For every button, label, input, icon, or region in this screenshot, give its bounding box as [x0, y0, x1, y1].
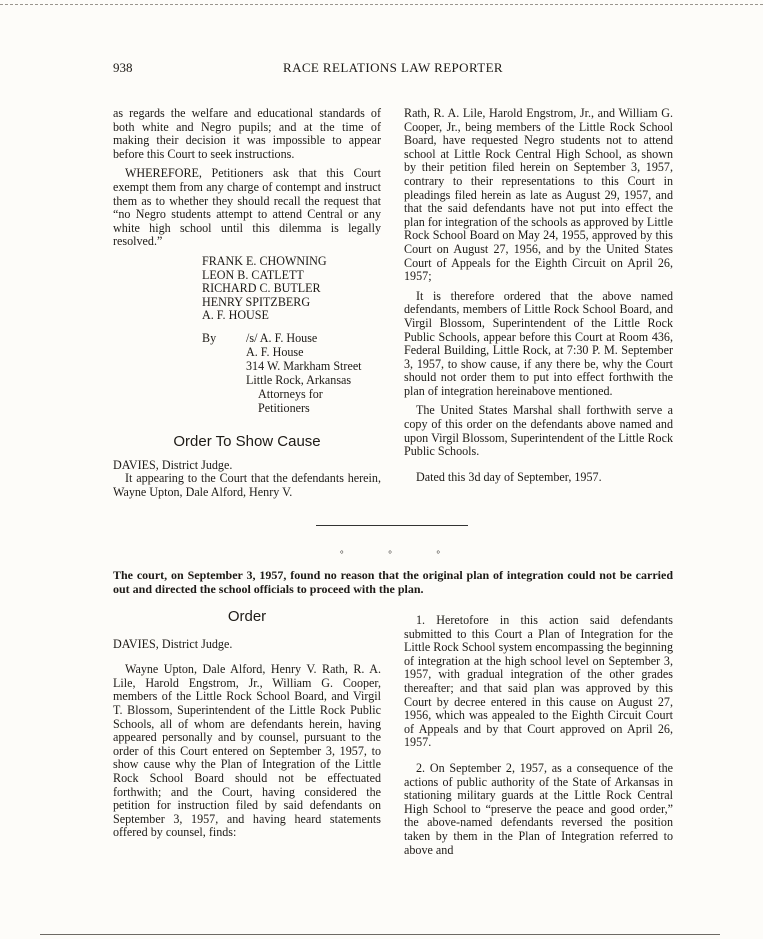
dated-line: Dated this 3d day of September, 1957.: [416, 469, 602, 484]
numbered-paragraph: 2. On September 2, 1957, as a consequence of the actions of public authority of the State of Arkansas in stationing military guards at the Little Rock Central High School to “preserve the peace and good order,” the above-named defendants reversed the position taken by them in the Plan of Integration referred to above and: [404, 760, 673, 857]
signatory: RICHARD C. BUTLER: [202, 281, 321, 296]
section-heading: Order: [227, 608, 267, 625]
judge-line: DAVIES, District Judge.: [113, 636, 233, 651]
running-title: RACE RELATIONS LAW REPORTER: [283, 60, 503, 75]
signature-block: [202, 331, 381, 415]
page-top-edge: [0, 4, 763, 5]
upper-left-column: [113, 107, 381, 499]
by-label: By: [202, 330, 217, 345]
petitioners-label: Petitioners: [258, 400, 310, 415]
case-summary: The court, on September 3, 1957, found no reason that the original plan of integration could not be carried out and directed the school officials to proceed with the plan.: [113, 568, 673, 596]
paragraph: It is therefore ordered that the above named defendants, members of Little Rock School Board, and Virgil Blossom, Superintendent of the Little Rock Public Schools, appear before this Court at Room 436, Federal Building, Little Rock, at 7:30 P. M. September 3, 1957, to show cause, if any there be, why the Court should not order them to put into effect forthwith the plan of integration hereinabove mentioned.: [404, 288, 673, 398]
page-number: 938: [113, 60, 133, 75]
paragraph: Rath, R. A. Lile, Harold Engstrom, Jr., and William G. Cooper, Jr., being members of the Little Rock School Board, have requested Negro students not to attend school at Little Rock Central High School, as shown by their petition filed herein on September 3, 1957, contrary to their representations to this Court in pleadings filed herein as late as August 29, 1957, and that the said defendants have not put into effect the plan for integration of the schools as approved by Little Rock School Board on May 24, 1955, approved by this Court on August 27, 1956, and by the United States Court of Appeals for the Eighth Circuit on April 26, 1957;: [404, 106, 674, 284]
lower-left-column: [113, 610, 381, 840]
wherefore-paragraph: WHEREFORE, Petitioners ask that this Court exempt them from any charge of contempt and instruct them as to whether they should recall the request that “no Negro students attempt to attend Central or any white high school until this dilemma is legally resolved.”: [113, 166, 381, 249]
section-heading: Order To Show Cause: [173, 432, 321, 450]
judge-line: DAVIES, District Judge.: [113, 457, 233, 472]
page-bottom-edge: [40, 934, 720, 935]
page-header: [113, 60, 673, 80]
address-line: Little Rock, Arkansas: [246, 372, 352, 387]
attorney-name: A. F. House: [246, 344, 304, 359]
lower-right-column: [404, 614, 673, 857]
signatory: FRANK E. CHOWNING: [202, 253, 327, 268]
attorneys-for-label: Attorneys for: [258, 386, 323, 401]
signatory-list: [202, 255, 381, 323]
paragraph: The United States Marshal shall forthwith serve a copy of this order on the defendants above named and upon Virgil Blossom, Superintendent of the Little Rock Public Schools.: [404, 403, 673, 459]
asterism-mark: °: [436, 549, 440, 559]
asterism: [340, 549, 440, 559]
paragraph: It appearing to the Court that the defendants herein, Wayne Upton, Dale Alford, Henry V.: [113, 471, 381, 499]
signatory: HENRY SPITZBERG: [202, 294, 311, 309]
paragraph: as regards the welfare and educational standards of both white and Negro pupils; and at the time of making their decision it was impossible to appear before this Court to seek instructions.: [113, 106, 381, 161]
signature: /s/ A. F. House: [246, 330, 318, 345]
address-line: 314 W. Markham Street: [246, 358, 362, 373]
paragraph: Wayne Upton, Dale Alford, Henry V. Rath, R. A. Lile, Harold Engstrom, Jr., William G. Cooper, members of the Little Rock School Board, and Virgil T. Blossom, Superintendent of the Little Rock Public Schools, all of whom are defendants herein, having appeared personally and by counsel, pursuant to the order of this Court entered on September 3, 1957, to show cause why the Plan of Integration of the Little Rock School Board should not be effectuated forthwith; and the Court, having considered the petition for instruction filed by said defendants on September 3, 1957, and having heard statements offered by counsel, finds:: [113, 662, 381, 840]
asterism-mark: °: [340, 549, 344, 559]
upper-right-column: [404, 107, 673, 484]
section-divider: [316, 525, 468, 526]
signatory: LEON B. CATLETT: [202, 267, 304, 282]
asterism-mark: °: [388, 549, 392, 559]
signatory: A. F. HOUSE: [202, 308, 269, 323]
numbered-paragraph: 1. Heretofore in this action said defendants submitted to this Court a Plan of Integration for the Little Rock School system encompassing the beginning of integration at the high school level on September 3, 1957, with gradual integration of the other grades thereafter; and that said plan was approved by this Court by decree entered in this cause on August 27, 1956, which was appealed to the Eighth Circuit Court of Appeals and by that Court approved on April 26, 1957.: [404, 613, 673, 750]
